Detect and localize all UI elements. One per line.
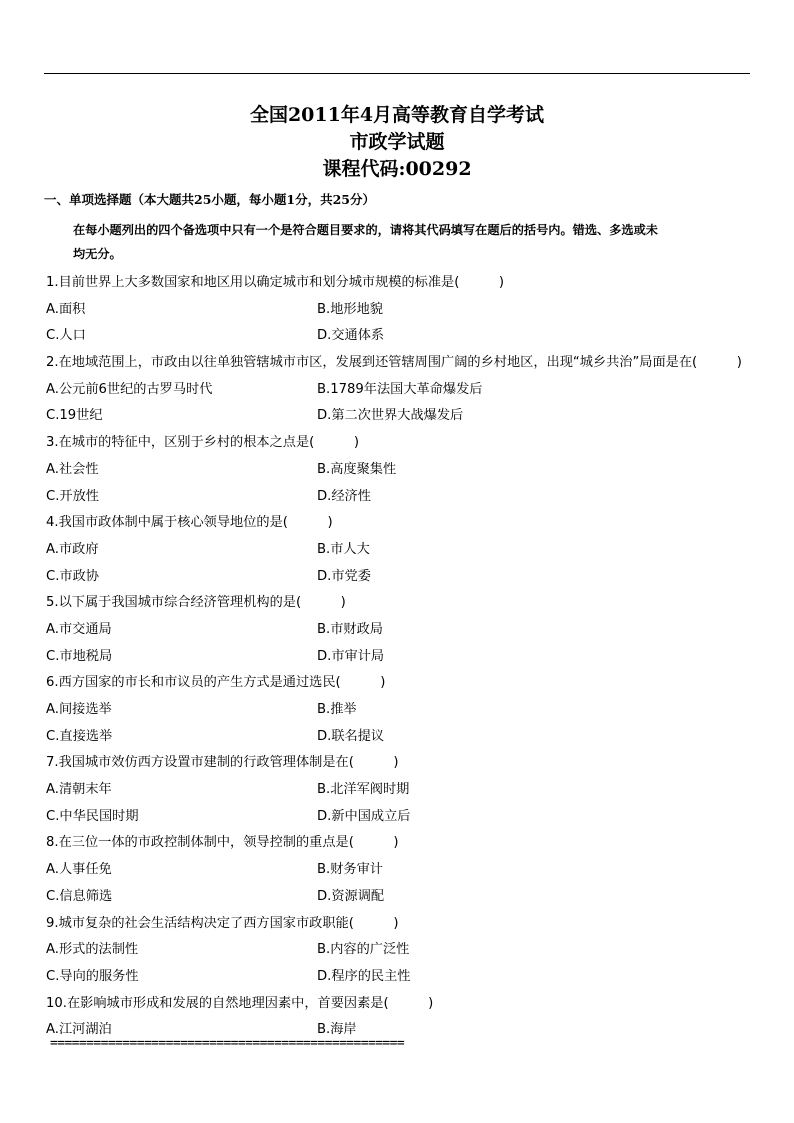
instructions-line: 在每小题列出的四个备选项中只有一个是符合题目要求的，请将其代码填写在题后的括号内。错选、多选或未 bbox=[73, 223, 658, 237]
options-row bbox=[46, 937, 786, 964]
option-a: A.间接选举 bbox=[46, 702, 112, 717]
option-d: D.市审计局 bbox=[317, 648, 385, 664]
options-row bbox=[46, 537, 786, 564]
options-row bbox=[46, 804, 786, 831]
question-stem: 5.以下属于我国城市综合经济管理机构的是( ) bbox=[46, 595, 346, 611]
option-a: A.社会性 bbox=[46, 461, 99, 477]
option-c: C.开放性 bbox=[46, 488, 99, 504]
options-row bbox=[46, 564, 786, 591]
option-a: A.江河湖泊 bbox=[46, 1022, 112, 1038]
options-row bbox=[46, 884, 786, 911]
option-d: D.第二次世界大战爆发后 bbox=[317, 408, 464, 424]
option-d: D.市党委 bbox=[317, 568, 371, 584]
exam-title: 全国2011年4月高等教育自学考试 bbox=[249, 104, 545, 126]
options-row bbox=[46, 377, 786, 404]
options-row bbox=[46, 403, 786, 430]
option-d: D.经济性 bbox=[317, 488, 371, 504]
option-a: A.市交通局 bbox=[46, 621, 112, 637]
option-c: C.市政协 bbox=[46, 568, 99, 584]
option-d: D.新中国成立后 bbox=[317, 808, 411, 824]
question-stem: 7.我国城市效仿西方设置市建制的行政管理体制是在( ) bbox=[46, 755, 399, 771]
option-d: D.联名提议 bbox=[317, 728, 385, 744]
instructions-line: 均无分。 bbox=[73, 247, 122, 261]
option-b: B.推举 bbox=[317, 702, 357, 717]
option-b: B.市财政局 bbox=[317, 621, 383, 637]
section-instructions bbox=[73, 218, 763, 266]
option-b: B.地形地貌 bbox=[317, 301, 383, 317]
question-stem: 1.目前世界上大多数国家和地区用以确定城市和划分城市规模的标准是( ) bbox=[46, 275, 505, 290]
option-c: C.19世纪 bbox=[46, 408, 103, 424]
options-row bbox=[46, 297, 786, 324]
option-a: A.人事任免 bbox=[46, 862, 112, 878]
option-b: B.财务审计 bbox=[317, 862, 383, 878]
option-b: B.北洋军阀时期 bbox=[317, 782, 410, 798]
question-stem: 9.城市复杂的社会生活结构决定了西方国家市政职能( ) bbox=[46, 915, 399, 931]
page-end-rule: ================================================= bbox=[50, 1036, 405, 1051]
option-c: C.中华民国时期 bbox=[46, 808, 139, 824]
header-rule bbox=[44, 73, 750, 74]
options-row bbox=[46, 964, 786, 991]
section-heading: 一、单项选择题（本大题共25小题，每小题1分，共25分） bbox=[44, 192, 375, 207]
option-b: B.内容的广泛性 bbox=[317, 942, 410, 958]
option-b: B.市人大 bbox=[317, 541, 370, 557]
option-c: C.信息筛选 bbox=[46, 888, 113, 904]
option-a: A.清朝末年 bbox=[46, 782, 112, 798]
option-d: D.程序的民主性 bbox=[317, 968, 411, 984]
option-d: D.交通体系 bbox=[317, 328, 385, 344]
question-list bbox=[46, 270, 786, 1044]
options-row bbox=[46, 644, 786, 671]
question-stem: 10.在影响城市形成和发展的自然地理因素中，首要因素是( ) bbox=[46, 995, 434, 1011]
option-b: B.海岸 bbox=[317, 1022, 357, 1038]
options-row bbox=[46, 617, 786, 644]
options-row bbox=[46, 724, 786, 751]
question-stem: 2.在地域范围上，市政由以往单独管辖城市市区，发展到还管辖周围广阔的乡村地区，出现“城乡共治”局面是在( ) bbox=[46, 355, 742, 371]
option-d: D.资源调配 bbox=[317, 888, 385, 904]
option-c: C.直接选举 bbox=[46, 728, 113, 744]
question-stem: 6.西方国家的市长和市议员的产生方式是通过选民( ) bbox=[46, 675, 386, 691]
question-stem: 8.在三位一体的市政控制体制中，领导控制的重点是( ) bbox=[46, 835, 399, 851]
options-row bbox=[46, 457, 786, 484]
options-row bbox=[46, 857, 786, 884]
option-b: B.1789年法国大革命爆发后 bbox=[317, 381, 483, 397]
course-code: 课程代码:00292 bbox=[322, 158, 472, 180]
options-row bbox=[46, 777, 786, 804]
options-row bbox=[46, 323, 786, 350]
options-row bbox=[46, 697, 786, 724]
option-a: A.公元前6世纪的古罗马时代 bbox=[46, 381, 213, 397]
question-stem: 4.我国市政体制中属于核心领导地位的是( ) bbox=[46, 515, 333, 531]
option-a: A.面积 bbox=[46, 301, 86, 317]
option-a: A.形式的法制性 bbox=[46, 942, 139, 958]
option-c: C.市地税局 bbox=[46, 648, 113, 664]
option-c: C.导向的服务性 bbox=[46, 968, 139, 984]
option-a: A.市政府 bbox=[46, 541, 99, 557]
option-b: B.高度聚集性 bbox=[317, 461, 397, 477]
option-c: C.人口 bbox=[46, 328, 86, 344]
options-row bbox=[46, 484, 786, 511]
subject-title: 市政学试题 bbox=[349, 131, 445, 153]
question-stem: 3.在城市的特征中，区别于乡村的根本之点是( ) bbox=[46, 435, 359, 451]
